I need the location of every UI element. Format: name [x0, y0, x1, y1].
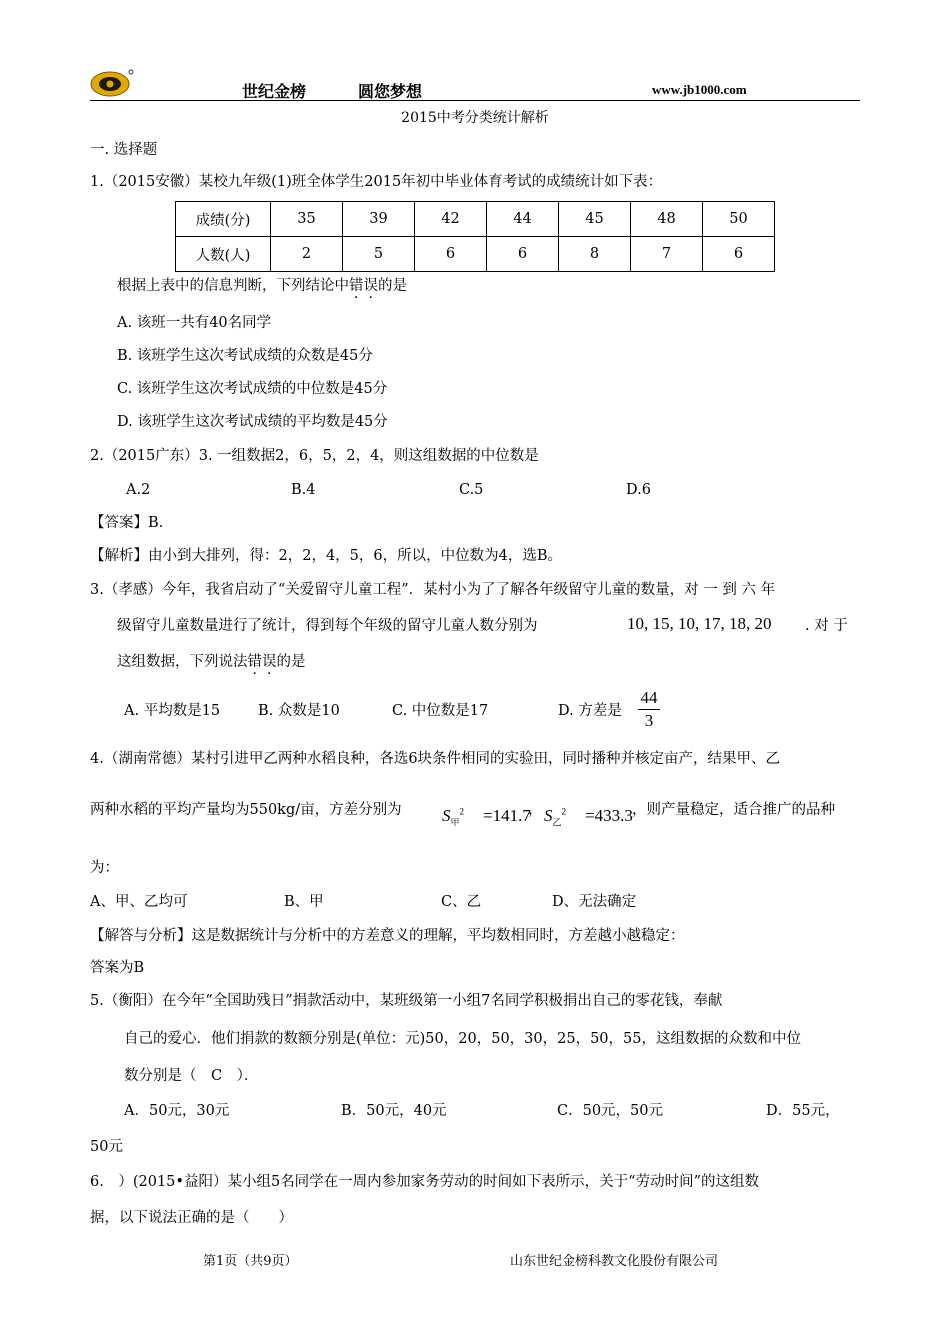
- q4-option-d: D、无法确定: [552, 894, 637, 910]
- q3-line2-tail: . 对 于: [805, 618, 848, 634]
- q5-line3: 数分别是（ C ）．: [124, 1068, 259, 1084]
- header-url[interactable]: www.jb1000.com: [652, 82, 747, 97]
- footer-company: 山东世纪金榜科教文化股份有限公司: [510, 1254, 719, 1269]
- q4-s-yi: $S_乙^2$: [544, 806, 567, 828]
- table-cell: 7: [631, 237, 703, 272]
- document-title: 2015中考分类统计解析: [401, 110, 549, 126]
- q4-line2: 两种水稻的平均产量均为550kg/亩，方差分别为: [90, 802, 402, 818]
- q1-prompt: 根据上表中的信息判断，下列结论中错误的是: [117, 278, 407, 294]
- q3-line2: 级留守儿童数量进行了统计，得到每个年级的留守儿童人数分别为: [117, 618, 538, 634]
- q2-option-d: D.6: [626, 482, 651, 498]
- q3-line1: 3.（孝感）今年，我省启动了“关爱留守儿童工程”．某村小为了了解各年级留守儿童的数量，对 一 到 六 年: [90, 582, 776, 598]
- table-cell: 39: [343, 202, 415, 237]
- q4-option-a: A、甲、乙均可: [90, 894, 188, 910]
- table-row: [176, 202, 775, 237]
- q6-line1: 6. ）(2015•益阳）某小组5名同学在一周内参加家务劳动的时间如下表所示，关于“劳动时间”的这组数: [90, 1174, 759, 1190]
- table-cell: 6: [415, 237, 487, 272]
- table-cell: 45: [559, 202, 631, 237]
- q5-option-d: D．55元，: [766, 1103, 840, 1119]
- q1-option-a: A. 该班一共有40名同学: [117, 315, 272, 331]
- table-cell: 44: [487, 202, 559, 237]
- table-cell: 6: [487, 237, 559, 272]
- q4-option-c: C、乙: [441, 894, 482, 910]
- q2-option-b: B.4: [291, 482, 316, 498]
- q5-option-d-wrap: 50元: [90, 1139, 123, 1155]
- q5-line1: 5.（衡阳）在今年“全国助残日”捐款活动中，某班级第一小组7名同学积极捐出自己的零花钱，奉献: [90, 993, 723, 1009]
- table-cell: 2: [271, 237, 343, 272]
- q1-stem: 1.（2015安徽）某校九年级(1)班全体学生2015年初中毕业体育考试的成绩统计如下表：: [90, 174, 663, 190]
- q3-line3: 这组数据，下列说法错误的是: [117, 654, 306, 670]
- q4-s-jia: $S_甲^2$: [442, 806, 465, 828]
- table-cell: 8: [559, 237, 631, 272]
- table-cell: 6: [703, 237, 775, 272]
- q2-stem: 2.（2015广东）3. 一组数据2，6，5，2，4，则这组数据的中位数是: [90, 448, 539, 464]
- q4-separator: ，: [528, 802, 543, 818]
- fraction-bar: [638, 709, 660, 710]
- fraction-numerator: 44: [640, 688, 658, 707]
- q3-option-a: A. 平均数是15: [124, 703, 221, 719]
- score-table: [175, 201, 775, 272]
- table-cell: 35: [271, 202, 343, 237]
- q4-answer: 答案为B: [90, 960, 145, 976]
- q2-option-c: C.5: [459, 482, 484, 498]
- q3-option-b: B. 众数是10: [258, 703, 340, 719]
- header-brand: 世纪金榜: [242, 82, 307, 101]
- table-cell: 5: [343, 237, 415, 272]
- q1-option-d: D. 该班学生这次考试成绩的平均数是45分: [117, 414, 388, 430]
- q6-line2: 据，以下说法正确的是（ ）: [90, 1210, 293, 1226]
- table-cell: 42: [415, 202, 487, 237]
- q4-line3: 为：: [90, 860, 119, 876]
- q5-line2: 自己的爱心．他们捐款的数额分别是(单位：元)50，20，50，30，25，50，55，这组数据的众数和中位: [124, 1031, 801, 1047]
- table-cell: 50: [703, 202, 775, 237]
- q4-line1: 4.（湖南常德）某村引进甲乙两种水稻良种，各选6块条件相同的实验田，同时播种并核定亩产，结果甲、乙: [90, 751, 781, 767]
- q4-variance-jia: =141.7: [483, 806, 531, 825]
- q1-option-c: C. 该班学生这次考试成绩的中位数是45分: [117, 381, 388, 397]
- q1-option-b: B. 该班学生这次考试成绩的众数是45分: [117, 348, 373, 364]
- section-title: 一. 选择题: [90, 142, 158, 158]
- table-header-cell: 成绩(分): [176, 202, 271, 237]
- q5-option-c: C．50元，50元: [557, 1103, 663, 1119]
- table-header-cell: 人数(人): [176, 237, 271, 272]
- q3-option-c: C. 中位数是17: [392, 703, 489, 719]
- fraction-denominator: 3: [644, 711, 654, 730]
- q3-option-d: D. 方差是: [558, 703, 622, 719]
- q4-variance-yi: =433.3: [585, 806, 633, 825]
- q4-line2-tail: ，则产量稳定，适合推广的品种: [632, 802, 835, 818]
- table-row: [176, 237, 775, 272]
- brand-logo: [90, 68, 134, 98]
- q2-answer: 【答案】B.: [90, 515, 164, 531]
- header-divider: [90, 100, 860, 101]
- q2-option-a: A.2: [126, 482, 151, 498]
- q4-analysis: 【解答与分析】这是数据统计与分析中的方差意义的理解，平均数相同时，方差越小越稳定：: [90, 928, 685, 944]
- q2-analysis: 【解析】由小到大排列，得：2，2，4，5，6，所以，中位数为4，选B。: [90, 548, 563, 564]
- table-cell: 48: [631, 202, 703, 237]
- footer-page-number: 第1页（共9页）: [203, 1254, 298, 1269]
- q5-option-a: A．50元，30元: [124, 1103, 230, 1119]
- q5-option-b: B．50元，40元: [341, 1103, 447, 1119]
- q4-option-b: B、甲: [284, 894, 324, 910]
- q3-data-values: 10, 15, 10, 17, 18, 20: [627, 614, 772, 633]
- header-slogan: 圆您梦想: [358, 82, 423, 101]
- q3-fraction: [638, 688, 660, 731]
